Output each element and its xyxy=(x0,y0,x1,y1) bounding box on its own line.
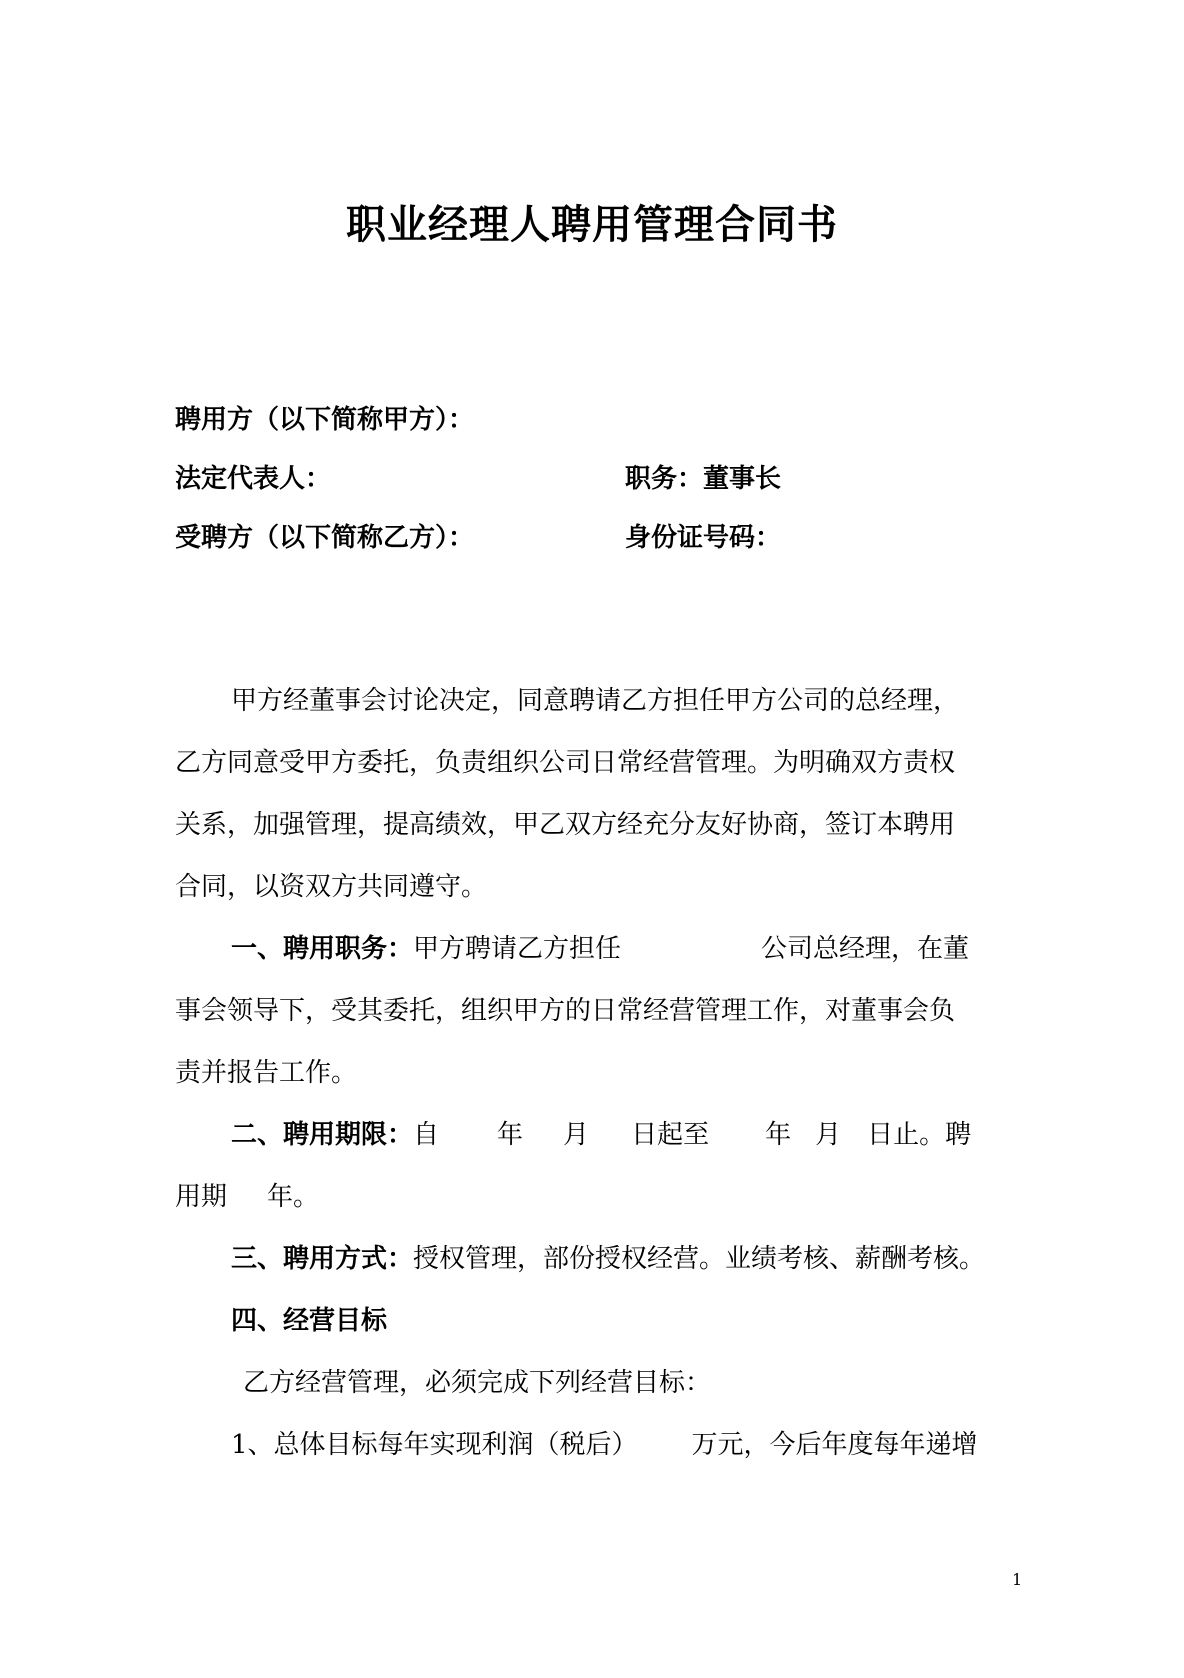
legal-rep-label: 法定代表人： xyxy=(175,464,332,494)
term-month-2: 月 xyxy=(815,1120,842,1150)
term-month-1: 月 xyxy=(563,1120,590,1150)
preamble-line: 合同，以资双方共同遵守。 xyxy=(175,872,488,902)
preamble-line: 乙方同意受甲方委托，负责组织公司日常经营管理。为明确双方责权 xyxy=(175,748,956,778)
term-day-2: 日止。聘 xyxy=(867,1120,972,1150)
section-2-line xyxy=(175,1166,1035,1228)
term-length-a: 用期 xyxy=(175,1182,228,1212)
item-1-text-b: 万元，今后年度每年递增 xyxy=(691,1430,978,1460)
section-4-intro: 乙方经营管理，必须完成下列经营目标： xyxy=(243,1368,712,1398)
term-year-1: 年 xyxy=(497,1120,524,1150)
section-1-heading: 一、聘用职务： xyxy=(231,934,414,964)
item-1-text-a: 1、总体目标每年实现利润（税后） xyxy=(231,1430,638,1460)
id-number-label: 身份证号码： xyxy=(625,523,782,553)
employee-label: 受聘方（以下简称乙方）： xyxy=(175,523,475,553)
section-4-heading: 四、经营目标 xyxy=(231,1306,388,1336)
section-1-line: 事会领导下，受其委托，组织甲方的日常经营管理工作，对董事会负 xyxy=(175,996,956,1026)
section-4-item-1 xyxy=(175,1414,1035,1476)
term-from: 自 xyxy=(413,1120,440,1150)
section-1-text-a: 甲方聘请乙方担任 xyxy=(413,934,622,964)
section-3-heading: 三、聘用方式： xyxy=(231,1244,414,1274)
page-number: 1 xyxy=(1012,1570,1023,1589)
section-2-line xyxy=(175,1104,1035,1166)
section-3-text: 授权管理，部份授权经营。业绩考核、薪酬考核。 xyxy=(413,1244,986,1274)
section-2-heading: 二、聘用期限： xyxy=(231,1120,414,1150)
term-year-2: 年 xyxy=(765,1120,792,1150)
section-1-text-b: 公司总经理，在董 xyxy=(761,934,970,964)
term-day-1: 日起至 xyxy=(631,1120,710,1150)
section-1-line: 责并报告工作。 xyxy=(175,1058,358,1088)
term-length-b: 年。 xyxy=(267,1182,320,1212)
preamble-line: 关系，加强管理，提高绩效，甲乙双方经充分友好协商，签订本聘用 xyxy=(175,810,956,840)
position-label: 职务：董事长 xyxy=(625,464,782,494)
section-3-line xyxy=(175,1228,1035,1290)
preamble-line: 甲方经董事会讨论决定，同意聘请乙方担任甲方公司的总经理， xyxy=(231,686,960,716)
contract-body xyxy=(175,670,1035,1476)
section-1-line xyxy=(175,918,1035,980)
document-title: 职业经理人聘用管理合同书 xyxy=(346,201,838,248)
employer-label: 聘用方（以下简称甲方）： xyxy=(175,405,475,435)
